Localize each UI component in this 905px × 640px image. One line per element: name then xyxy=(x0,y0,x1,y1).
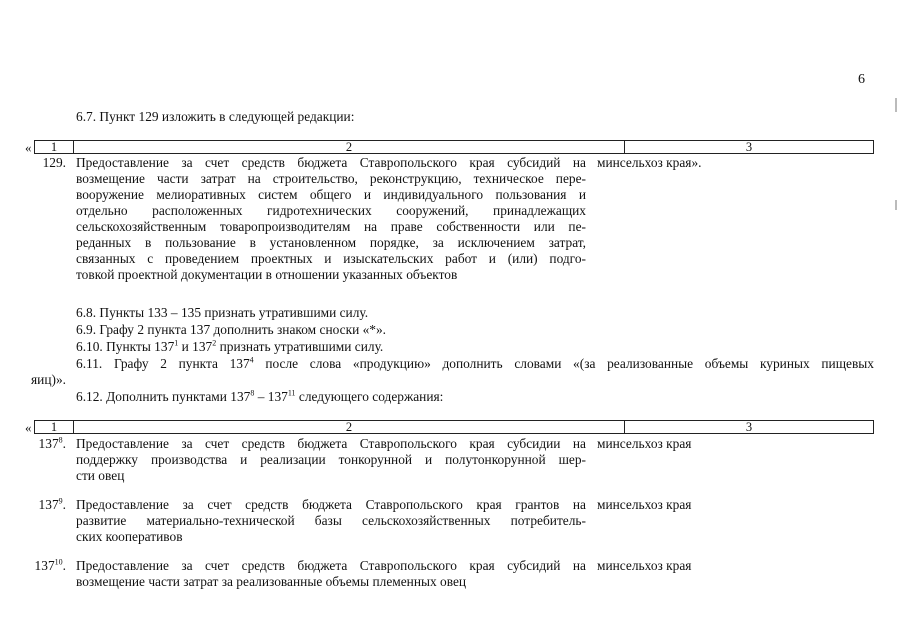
text-line: сти овец xyxy=(76,468,125,483)
row-129-text xyxy=(76,155,586,283)
row-number-137-8: $137^8$. xyxy=(38,435,66,451)
table-header-1 xyxy=(34,140,874,154)
header-col-2: 2 xyxy=(345,140,353,154)
open-quote: « xyxy=(25,420,32,435)
text-line: ских кооперативов xyxy=(76,529,183,544)
header-col-1: 1 xyxy=(50,420,58,434)
item-6-7: 6.7. Пункт 129 изложить в следующей редакции: xyxy=(76,109,355,124)
row-number-137-10: $137^{10}$. xyxy=(34,557,66,573)
text-line: вооружение мелиоративных систем общего и индивидуального пользования и xyxy=(76,187,586,202)
text-line: отдельно расположенных гидротехнических сооружений, принадлежащих xyxy=(76,203,586,218)
row-137-9-executor: минсельхоз края xyxy=(597,497,692,512)
row-137-8-executor: минсельхоз края xyxy=(597,436,692,451)
text-line: реданных в пользование в установленном порядке, за исключением затрат, xyxy=(76,235,586,250)
item-6-11-cont: яиц)». xyxy=(31,372,66,387)
text-line: Предоставление за счет средств бюджета Ставропольского края субсидий на xyxy=(76,155,586,170)
text-line: возмещение части затрат за реализованные объемы племенных овец xyxy=(76,574,467,589)
text-line: поддержку производства и реализации тонкорунной и полутонкорунной шер- xyxy=(76,452,586,467)
text-line: возмещение части затрат на строительство, реконструкцию, техническое пере- xyxy=(76,171,586,186)
item-6-8: 6.8. Пункты 133 – 135 признать утратившими силу. xyxy=(76,305,369,320)
header-col-1: 1 xyxy=(50,140,58,154)
scan-mark xyxy=(895,98,897,112)
text-line: сельскохозяйственным товаропроизводителям на праве собственности или пе- xyxy=(76,219,586,234)
header-col-3: 3 xyxy=(745,420,753,434)
table-header-2 xyxy=(34,420,874,434)
row-129-executor: минсельхоз края». xyxy=(597,155,702,170)
text-line: Предоставление за счет средств бюджета Ставропольского края грантов на xyxy=(76,497,586,512)
row-number-137-9: $137^9$. xyxy=(38,496,66,512)
row-137-8-text xyxy=(76,436,586,484)
open-quote: « xyxy=(25,140,32,155)
row-137-9-text xyxy=(76,497,586,545)
item-6-12: 6.12. Дополнить пунктами $137^8 - 137^{11}$ следующего содержания: xyxy=(76,388,444,404)
text-line: развитие материально-технической базы сельскохозяйственных потребитель- xyxy=(76,513,586,528)
scan-mark xyxy=(895,200,897,210)
item-6-11: 6.11. Графу 2 пункта $137^4$ после слова «продукцию» дополнить словами «(за реализованные объемы куриных пищевых xyxy=(76,355,874,371)
text-line: Предоставление за счет средств бюджета Ставропольского края субсидий на xyxy=(76,558,586,573)
row-137-10-executor: минсельхоз края xyxy=(597,558,692,573)
row-number-129: 129. xyxy=(42,155,66,170)
text-line: связанных с проведением проектных и изыскательских работ и (или) подго- xyxy=(76,251,586,266)
item-6-9: 6.9. Графу 2 пункта 137 дополнить знаком сноски «*». xyxy=(76,322,387,337)
header-col-3: 3 xyxy=(745,140,753,154)
item-6-10: 6.10. Пункты $137^1$ и $137^2$ признать утратившими силу. xyxy=(76,338,384,354)
page-number: 6 xyxy=(858,72,865,87)
text-line: товкой проектной документации в отношении указанных объектов xyxy=(76,267,458,282)
text-line: Предоставление за счет средств бюджета Ставропольского края субсидии на xyxy=(76,436,586,451)
row-137-10-text xyxy=(76,558,586,590)
header-col-2: 2 xyxy=(345,420,353,434)
